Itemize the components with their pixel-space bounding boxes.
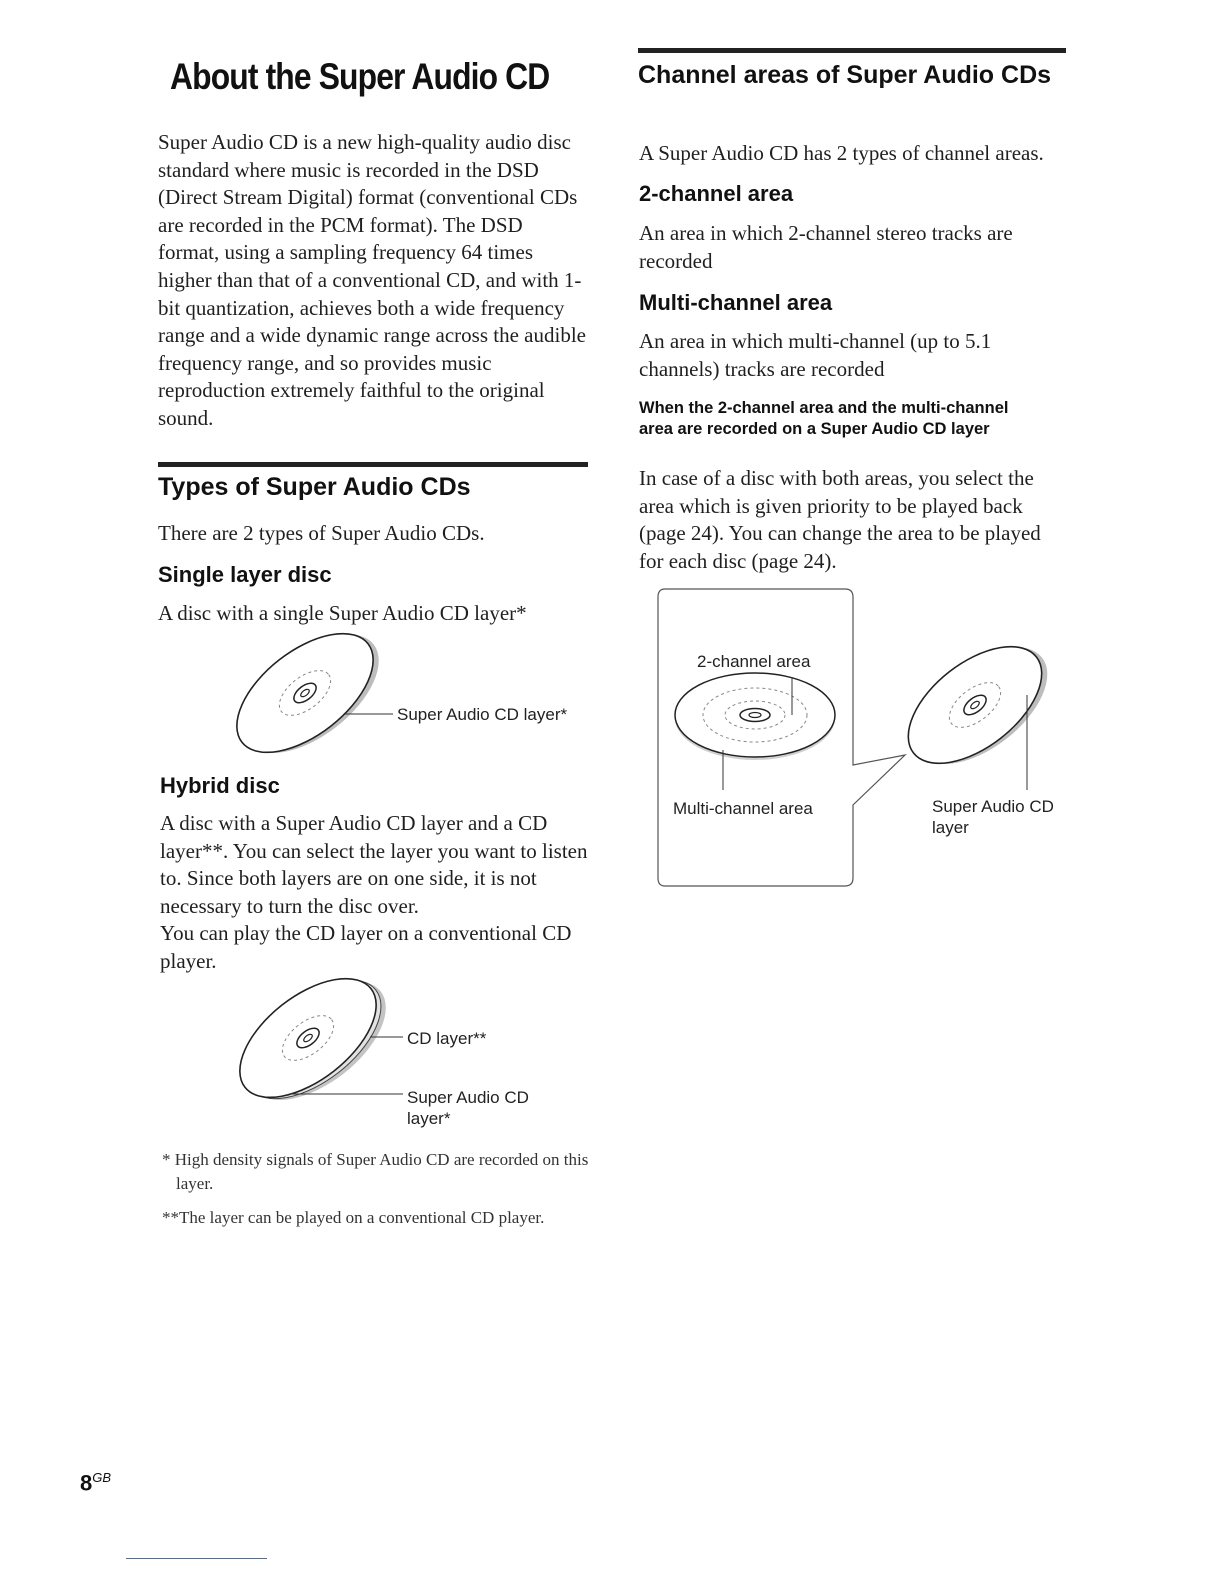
sacd-layer-label: Super Audio CD layer — [932, 797, 1054, 837]
channel-areas-illustration — [655, 585, 1065, 890]
hybrid-sacd-layer-label: Super Audio CD layer* — [407, 1088, 529, 1128]
hybrid-cd-layer-label: CD layer** — [407, 1029, 487, 1048]
two-channel-area-label: 2-channel area — [697, 652, 811, 671]
channel-intro: A Super Audio CD has 2 types of channel areas. — [639, 141, 1044, 165]
single-layer-disc-illustration — [225, 635, 395, 750]
multi-channel-area-label: Multi-channel area — [673, 799, 813, 818]
page-number: $8^{GB}$ — [80, 1470, 112, 1496]
two-channel-text: An area in which 2-channel stereo tracks are recorded — [639, 221, 1013, 273]
multi-channel-text: An area in which multi-channel (up to 5.1 channels) tracks are recorded — [639, 329, 992, 381]
footnote-2: **The layer can be played on a conventional CD player. — [162, 1208, 545, 1227]
single-layer-text: A disc with a single Super Audio CD layer* — [158, 601, 527, 625]
single-layer-figure-label: Super Audio CD layer* — [397, 705, 568, 724]
section-rule-channel — [638, 48, 1066, 53]
hybrid-text: A disc with a Super Audio CD layer and a CD layer**. You can select the layer you want to listen to. Since both layers are on one side, it is not necessary to turn the disc over. You can play the CD layer on a conventional CD player. — [160, 811, 588, 973]
hybrid-heading: Hybrid disc — [160, 773, 280, 798]
types-intro: There are 2 types of Super Audio CDs. — [158, 521, 485, 545]
page-title: About the Super Audio CD — [170, 56, 550, 97]
both-recorded-heading: When the 2-channel area and the multi-channel area are recorded on a Super Audio CD layer — [639, 399, 1009, 438]
hybrid-leader-lines — [290, 1030, 405, 1100]
types-heading: Types of Super Audio CDs — [158, 473, 471, 501]
two-channel-heading: 2-channel area — [639, 181, 794, 206]
single-layer-leader-line — [345, 712, 395, 716]
footnote-1: * High density signals of Super Audio CD are recorded on this layer. — [162, 1150, 589, 1193]
single-layer-heading: Single layer disc — [158, 562, 332, 587]
both-recorded-text: In case of a disc with both areas, you select the area which is given priority to be played back (page 24). You can change the area to be played for each disc (page 24). — [639, 466, 1041, 573]
section-rule-types — [158, 462, 588, 467]
channel-heading: Channel areas of Super Audio CDs — [638, 61, 1052, 89]
bottom-divider — [126, 1558, 267, 1559]
intro-paragraph: Super Audio CD is a new high-quality audio disc standard where music is recorded in the DSD (Direct Stream Digital) format (conventional CDs are recorded in the PCM format). The DSD format, using a sampling frequency 64 times higher than that of a conventional CD, and with 1-bit quantization, achieves both a wide frequency range and a wide dynamic range across the audible frequency range, and so provides music reproduction extremely faithful to the original sound. — [158, 130, 586, 430]
multi-channel-heading: Multi-channel area — [639, 290, 833, 315]
